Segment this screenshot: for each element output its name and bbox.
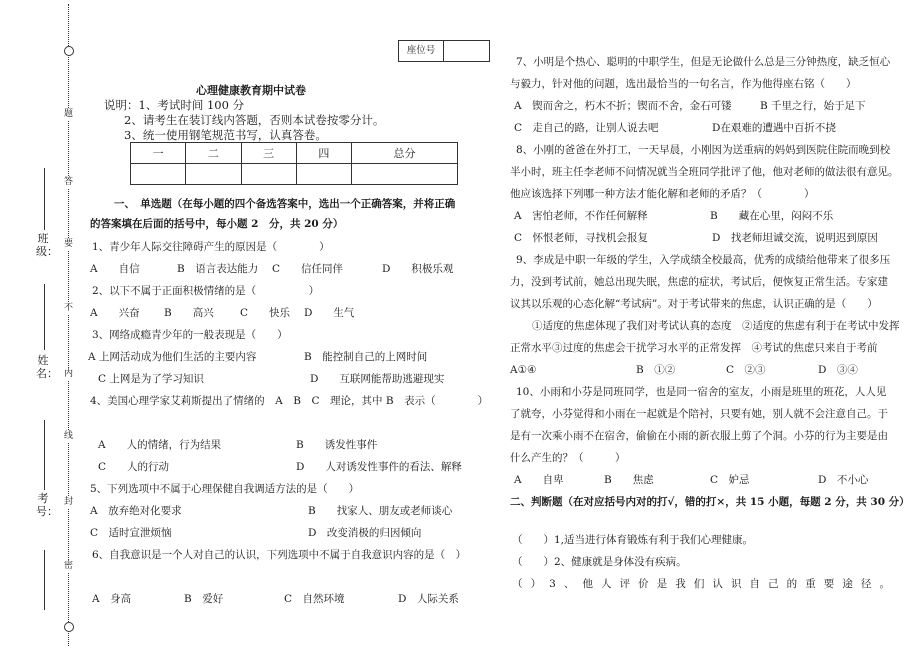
question-line: 半小时，班主任李老师不问情况就当全班同学批评了他，他对老师的做法很有意见。 — [510, 166, 899, 178]
section-heading: 二、判断题（在对应括号内对的打√，错的打×，共 15 小题，每题 2 分，共 30 分） — [510, 496, 910, 508]
name-label: 姓名： — [36, 354, 58, 380]
option-b: B 千里之行，始于足下 — [760, 100, 866, 112]
question-stem: 6、自我意识是一个人对自己的认识，下列选项中不属于自我意识内容的是（ ） — [92, 549, 467, 561]
binding-char: 题 — [64, 109, 74, 119]
option-a: A 身高 — [92, 593, 132, 605]
option-b: B 能控制自己的上网时间 — [304, 351, 428, 363]
option-a: A 自信 — [90, 263, 140, 275]
option-d: D 人对诱发性事件的看法、解释 — [296, 461, 462, 473]
score-header: 总分 — [352, 143, 458, 164]
option-d: D 改变消极的归因倾向 — [308, 527, 422, 539]
score-cell[interactable] — [352, 164, 458, 185]
question-stem: 2、以下不属于正面积极情绪的是（ ） — [92, 285, 320, 297]
option-a: A 兴奋 — [90, 307, 140, 319]
option-b: B 找家人、朋友或老师谈心 — [308, 505, 453, 517]
question-stem: 4、美国心理学家艾莉斯提出了情绪的 A B C 理论，其中 B 表示（ ） — [90, 395, 489, 407]
score-cell[interactable] — [241, 164, 296, 185]
option-c: C 走自己的路，让别人说去吧 — [514, 122, 659, 134]
binding-char: 不 — [64, 303, 74, 313]
option-d: D 人际关系 — [398, 593, 459, 605]
question-line: 什么产生的？（ ） — [510, 452, 626, 464]
score-table — [130, 142, 458, 185]
question-line: 7、小明是个热心、聪明的中职学生，但是无论做什么总是三分钟热度，缺乏恒心 — [516, 56, 891, 68]
binding-char: 答 — [64, 177, 74, 187]
option-d: D 不小心 — [818, 474, 869, 486]
score-header: 二 — [186, 143, 241, 164]
option-b: B ①② — [636, 364, 676, 376]
question-line: 9、李成是中职一年级的学生，入学成绩全校最高，优秀的成绩给他带来了很多压 — [516, 254, 891, 266]
option-a: A 人的情绪，行为结果 — [98, 439, 222, 451]
judgement-item: （ ）1,适当进行体育锻炼有利于我们心理健康。 — [512, 534, 754, 546]
exam-number-label: 考号： — [36, 492, 58, 518]
option-d: D 积极乐观 — [382, 263, 454, 275]
binding-char: 要 — [64, 239, 74, 249]
score-header: 一 — [131, 143, 186, 164]
option-b: B 焦虑 — [604, 474, 654, 486]
option-d: D 生气 — [304, 307, 355, 319]
option-d: D在艰难的遭遇中百折不挠 — [712, 122, 836, 134]
option-a: A 自卑 — [514, 474, 564, 486]
question-line: 是有一次乘小雨不在宿舍，偷偷在小雨的新衣服上剪了个洞。小芬的行为主要是由 — [510, 430, 888, 442]
question-stem: 5、下列选项中不属于心理保健自我调适方法的是（ ） — [90, 483, 360, 495]
binding-char: 线 — [64, 431, 74, 441]
score-cell[interactable] — [296, 164, 351, 185]
question-line: 与毅力，针对他的问题，选出最恰当的一句名言，作为他得座右铭（ ） — [510, 78, 857, 90]
option-a: A①④ — [510, 364, 537, 376]
option-c: C 快乐 — [240, 307, 291, 319]
option-d: D ③④ — [818, 364, 858, 376]
question-line: 10、小雨和小芬是同班同学，也是同一宿舍的室友，小雨是班里的班花，人人见 — [516, 386, 887, 398]
score-header: 四 — [296, 143, 351, 164]
question-line: 8、小刚的爸爸在外打工，一天早晨，小刚因为送重病的妈妈到医院住院而晚到校 — [516, 144, 891, 156]
option-b: B 藏在心里，闷闷不乐 — [710, 210, 834, 222]
score-header: 三 — [241, 143, 296, 164]
option-a: A 上网活动成为他们生活的主要内容 — [88, 351, 257, 363]
question-line: 力，没到考试前，她总出现失眠，焦虑的症状，考试后，便恢复正常生活。专家建 — [510, 276, 888, 288]
seat-number-box — [398, 40, 490, 62]
judgement-item: （ ）2、健康就是身体没有疾病。 — [512, 556, 687, 568]
option-c: C 怀恨老师，寻找机会报复 — [514, 232, 649, 244]
binding-char: 封 — [64, 497, 74, 507]
question-line: 议其以乐观的心态化解“考试病”。对于考试带来的焦虑，认识正确的是（ ） — [510, 298, 878, 310]
option-c: C 自然环境 — [284, 593, 345, 605]
option-c: C ②③ — [726, 364, 766, 376]
exam-title: 心理健康教育期中试卷 — [196, 84, 306, 97]
option-c: C 上网是为了学习知识 — [98, 373, 204, 385]
option-c: C 信任同伴 — [272, 263, 344, 275]
option-c: C 妒忌 — [710, 474, 750, 486]
option-b: B 爱好 — [184, 593, 224, 605]
question-stem: 1、青少年人际交往障碍产生的原因是（ ） — [92, 241, 330, 253]
seat-number-label: 座位号 — [399, 41, 444, 61]
question-stem: 3、网络成瘾青少年的一般表现是（ ） — [92, 329, 288, 341]
option-a: A 害怕老师，不作任何解释 — [514, 210, 648, 222]
option-c: C 适时宣泄烦恼 — [90, 527, 172, 539]
section-heading: 的答案填在后面的括号中，每小题 2 分，共 20 分） — [90, 218, 344, 230]
question-line: 了就夸，小芬觉得和小雨在一起就是个陪衬，只要有她，别人就不会注意自己。于 — [510, 408, 888, 420]
class-label: 班级： — [36, 232, 58, 258]
binding-hole-icon — [64, 622, 74, 632]
section-heading: 一、 单选题（在每小题的四个备选答案中，选出一个正确答案，并将正确 — [114, 198, 456, 210]
option-b: B 诱发性事件 — [296, 439, 378, 451]
option-b: B 高兴 — [164, 307, 214, 319]
instruction-line: 3、统一使用钢笔规范书写，认真答卷。 — [124, 128, 327, 142]
judgement-item: （ ） 3 、 他 人 评 价 是 我 们 认 识 自 己 的 重 要 途 径 。 — [512, 578, 890, 590]
seat-number-field[interactable] — [444, 41, 489, 61]
binding-char: 密 — [64, 561, 74, 571]
option-a: A 锲而舍之，朽木不折；锲而不舍，金石可镂 — [514, 100, 732, 112]
option-a: A 放弃绝对化要求 — [90, 505, 182, 517]
score-cell[interactable] — [186, 164, 241, 185]
option-c: C 人的行动 — [98, 461, 170, 473]
binding-hole-icon — [64, 46, 74, 56]
question-line: ①适度的焦虑体现了我们对考试认真的态度 ②适度的焦虑有利于在考试中发挥 — [532, 320, 900, 332]
option-d: D 互联网能帮助逃避现实 — [310, 373, 445, 385]
option-b: B 语言表达能力 — [177, 263, 259, 275]
score-cell[interactable] — [131, 164, 186, 185]
question-line: 正常水平③过度的焦虑会干扰学习水平的正常发挥 ④考试的焦虑只来自于考前 — [510, 342, 878, 354]
question-line: 他应该选择下列哪一种方法才能化解和老师的矛盾？（ ） — [510, 188, 815, 200]
option-d: D 找老师坦诚交流，说明迟到原因 — [712, 232, 878, 244]
binding-char: 内 — [64, 369, 74, 379]
instruction-line: 2、请考生在装订线内答题，否则本试卷按零分计。 — [124, 113, 385, 127]
instruction-line: 说明：1、考试时间 100 分 — [104, 98, 245, 112]
